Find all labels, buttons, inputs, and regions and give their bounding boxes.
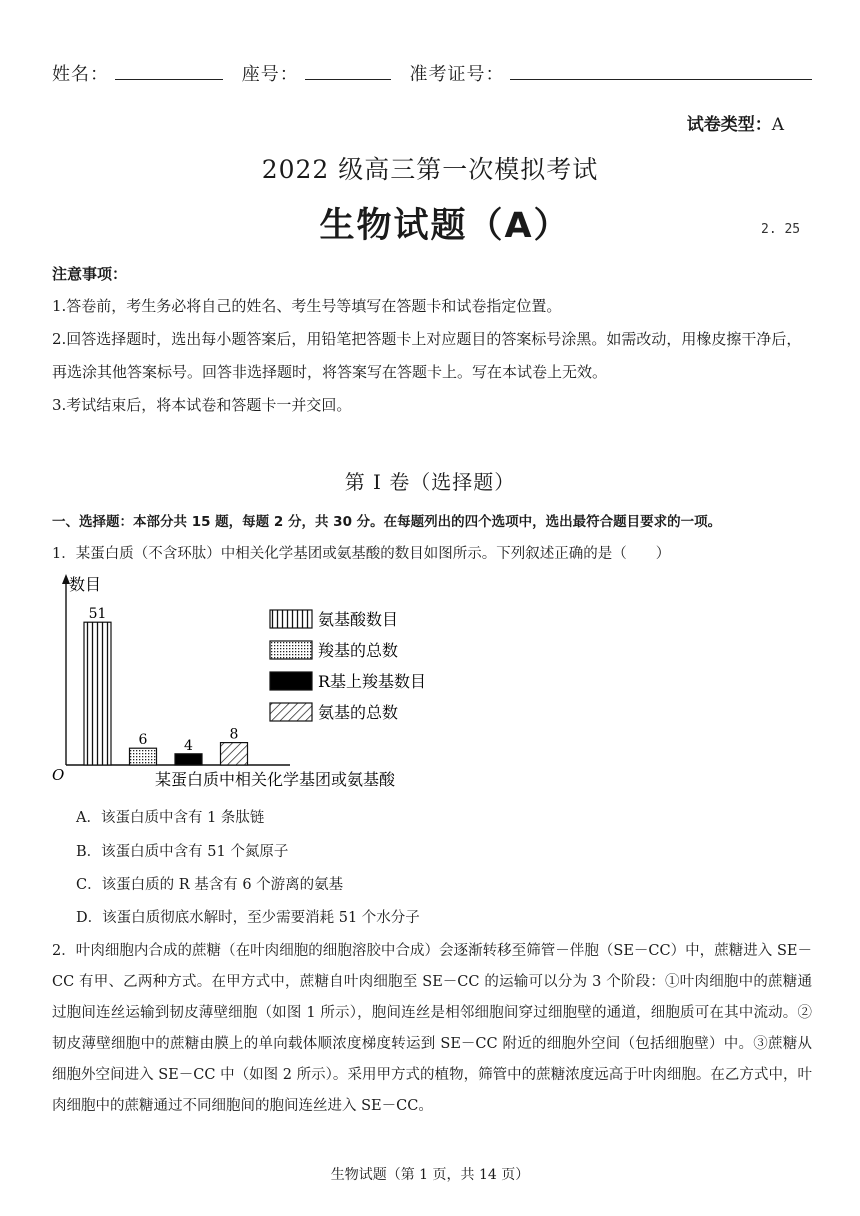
- option-c: C．该蛋白质的 R 基含有 6 个游离的氨基: [76, 877, 344, 893]
- option-d: D．该蛋白质彻底水解时，至少需要消耗 51 个水分子: [76, 910, 420, 926]
- bar-2: [130, 748, 157, 765]
- notice-heading: 注意事项：: [52, 265, 128, 283]
- page-footer: 生物试题（第 1 页，共 14 页）: [330, 1167, 530, 1183]
- date-note: 2. 25: [761, 222, 801, 237]
- legend-swatch-4: [270, 703, 312, 721]
- legend-label-2: 羧基的总数: [318, 641, 399, 660]
- option-b: B．该蛋白质中含有 51 个氮原子: [76, 844, 289, 860]
- bar-value-label-4: 8: [229, 726, 239, 743]
- legend-swatch-1: [270, 610, 312, 628]
- bar-4: [221, 743, 248, 765]
- page-title: 生物试题（A）: [319, 206, 571, 246]
- exam-id-field[interactable]: [510, 63, 812, 80]
- chart-legend: [270, 610, 426, 722]
- exam-id-label: 准考证号：: [409, 64, 505, 85]
- paper-type-label: 试卷类型：: [686, 115, 772, 135]
- legend-label-4: 氨基的总数: [318, 703, 399, 722]
- legend-label-1: 氨基酸数目: [318, 610, 399, 629]
- bar-1: [84, 622, 111, 765]
- seat-field[interactable]: [305, 63, 391, 80]
- option-a: A．该蛋白质中含有 1 条肽链: [76, 810, 265, 826]
- exam-subtitle: 2022 级高三第一次模拟考试: [261, 155, 599, 184]
- legend-swatch-2: [270, 641, 312, 659]
- bar-3: [175, 754, 202, 765]
- bar-value-label-2: 6: [138, 732, 148, 749]
- section-title: 第 I 卷（选择题）: [344, 470, 516, 494]
- seat-label: 座号：: [241, 64, 299, 85]
- notice-item-2: 2.回答选择题时，选出每小题答案后，用铅笔把答题卡上对应题目的答案标号涂黑。如需改动，用橡皮擦干净后，再选涂其他答案标号。回答非选择题时，将答案写在答题卡上。写在本试卷上无效。: [52, 330, 802, 381]
- question-2-text: 2．叶肉细胞内合成的蔗糖（在叶肉细胞的细胞溶胶中合成）会逐渐转移至筛管－伴胞（SE－CC）中，蔗糖进入 SE－CC 有甲、乙两种方式。在甲方式中，蔗糖自叶肉细胞至 SE－CC 的运输可以分为 3 个阶段：①叶肉细胞中的蔗糖通过胞间连丝运输到韧皮薄壁细胞（如图 1 所示），胞间连丝是相邻细胞间穿过细胞壁的通道，细胞质可在其中流动。②韧皮薄壁细胞中的蔗糖由膜上的单向载体顺浓度梯度转运到 SE－CC 附近的细胞外空间（包括细胞壁）中。③蔗糖从细胞外空间进入 SE－CC 中（如图 2 所示）。采用甲方式的植物，筛管中的蔗糖浓度远高于叶肉细胞。在乙方式中，叶肉细胞中的蔗糖通过不同细胞间的胞间连丝进入 SE－CC。: [52, 943, 812, 1114]
- legend-swatch-3: [270, 672, 312, 690]
- notice-item-1: 1.答卷前，考生务必将自己的姓名、考生号等填写在答题卡和试卷指定位置。: [52, 297, 562, 315]
- bar-value-label-3: 4: [184, 737, 193, 754]
- name-field[interactable]: [115, 63, 223, 80]
- student-info-line: [52, 60, 818, 86]
- paper-type: [687, 110, 784, 135]
- origin-label: O: [52, 766, 65, 784]
- bar-value-label-1: 51: [88, 606, 107, 623]
- notice-item-3: 3.考试结束后，将本试卷和答题卡一并交回。: [52, 396, 352, 414]
- part-instructions: 一、选择题：本部分共 15 题，每题 2 分，共 30 分。在每题列出的四个选项中，选出最符合题目要求的一项。: [52, 514, 722, 530]
- y-axis-label: 数目: [69, 575, 102, 594]
- bar-chart: [40, 570, 460, 795]
- name-label: 姓名：: [52, 64, 109, 85]
- legend-label-3: R基上羧基数目: [318, 672, 427, 691]
- question-1-stem: 1．某蛋白质（不含环肽）中相关化学基团或氨基酸的数目如图所示。下列叙述正确的是（ ）: [52, 546, 671, 562]
- bars-group: [84, 606, 248, 765]
- x-axis-label: 某蛋白质中相关化学基团或氨基酸: [155, 770, 396, 789]
- paper-type-value: A: [771, 115, 784, 135]
